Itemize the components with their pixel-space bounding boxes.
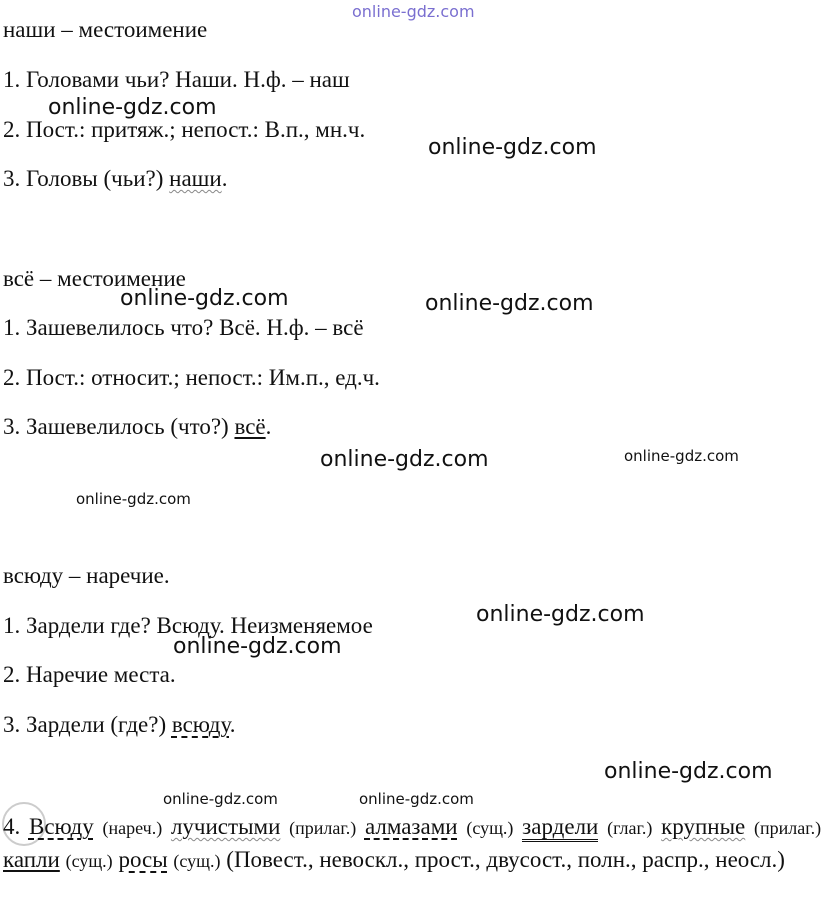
watermark: online-gdz.com: [428, 135, 597, 160]
analysis-nashi-3-end: .: [221, 166, 228, 191]
word-zardeli: зардели: [522, 814, 598, 842]
analysis-vsyo-3-end: .: [265, 414, 272, 439]
watermark: online-gdz.com: [476, 602, 645, 627]
tag-narech: (нареч.): [102, 818, 163, 838]
analysis-vsyudu-1: 1. Зардели где? Всюду. Неизменяемое: [3, 613, 373, 638]
analysis-nashi-3-text: 3. Головы (чьи?): [3, 166, 170, 191]
word-krupnye: крупные: [661, 814, 746, 839]
sentence-num: 4.: [3, 814, 29, 839]
watermark: online-gdz.com: [48, 95, 217, 120]
word-rosy: росы: [118, 847, 168, 872]
word-vsyudu: Всюду: [28, 814, 94, 839]
analysis-vsyo-1: 1. Зашевелилось что? Всё. Н.ф. – всё: [3, 315, 364, 340]
analysis-vsyudu-3-text: 3. Зардели (где?): [3, 712, 172, 737]
watermark: online-gdz.com: [163, 790, 278, 808]
watermark: online-gdz.com: [76, 490, 191, 508]
tag-sushch-3: (сущ.): [173, 851, 221, 871]
heading-vsyudu: всюду – наречие.: [3, 563, 170, 588]
analysis-vsyudu-2: 2. Наречие места.: [3, 662, 176, 687]
watermark: online-gdz.com: [359, 790, 474, 808]
analysis-nashi-3-word: наши: [169, 166, 222, 191]
word-almazami: алмазами: [364, 814, 458, 839]
analysis-nashi-1: 1. Головами чьи? Наши. Н.ф. – наш: [3, 67, 350, 92]
tag-sushch-2: (сущ.): [65, 851, 113, 871]
analysis-nashi-3: [3, 165, 227, 193]
word-luchistymi: лучистыми: [170, 814, 281, 839]
watermark: online-gdz.com: [624, 447, 739, 465]
watermark: online-gdz.com: [425, 291, 594, 316]
tag-glag: (глаг.): [607, 818, 653, 838]
analysis-vsyo-3: [3, 413, 271, 441]
tag-prilag-1: (прилаг.): [289, 818, 357, 838]
sentence-analysis: [3, 811, 821, 877]
watermark: online-gdz.com: [173, 634, 342, 659]
analysis-vsyudu-3-end: .: [229, 712, 236, 737]
heading-nashi: наши – местоимение: [3, 17, 208, 42]
analysis-vsyudu-3: [3, 711, 235, 739]
watermark: online-gdz.com: [120, 286, 289, 311]
heading-vsyo: всё – местоимение: [3, 266, 186, 291]
watermark: online-gdz.com: [320, 447, 489, 472]
analysis-vsyudu-3-word: всюду: [171, 712, 230, 737]
sentence-characteristics: (Повест., невоскл., прост., двусост., полн., распр., неосл.): [226, 847, 785, 872]
analysis-vsyo-3-text: 3. Зашевелилось (что?): [3, 414, 235, 439]
top-watermark: online-gdz.com: [352, 2, 475, 21]
analysis-vsyo-3-word: всё: [234, 414, 266, 439]
watermark: online-gdz.com: [604, 759, 773, 784]
word-kapli: капли: [3, 847, 60, 872]
analysis-vsyo-2: 2. Пост.: относит.; непост.: Им.п., ед.ч.: [3, 365, 380, 390]
analysis-nashi-2: 2. Пост.: притяж.; непост.: В.п., мн.ч.: [3, 117, 366, 142]
tag-prilag-2: (прилаг.): [754, 818, 822, 838]
tag-sushch-1: (сущ.): [466, 818, 514, 838]
